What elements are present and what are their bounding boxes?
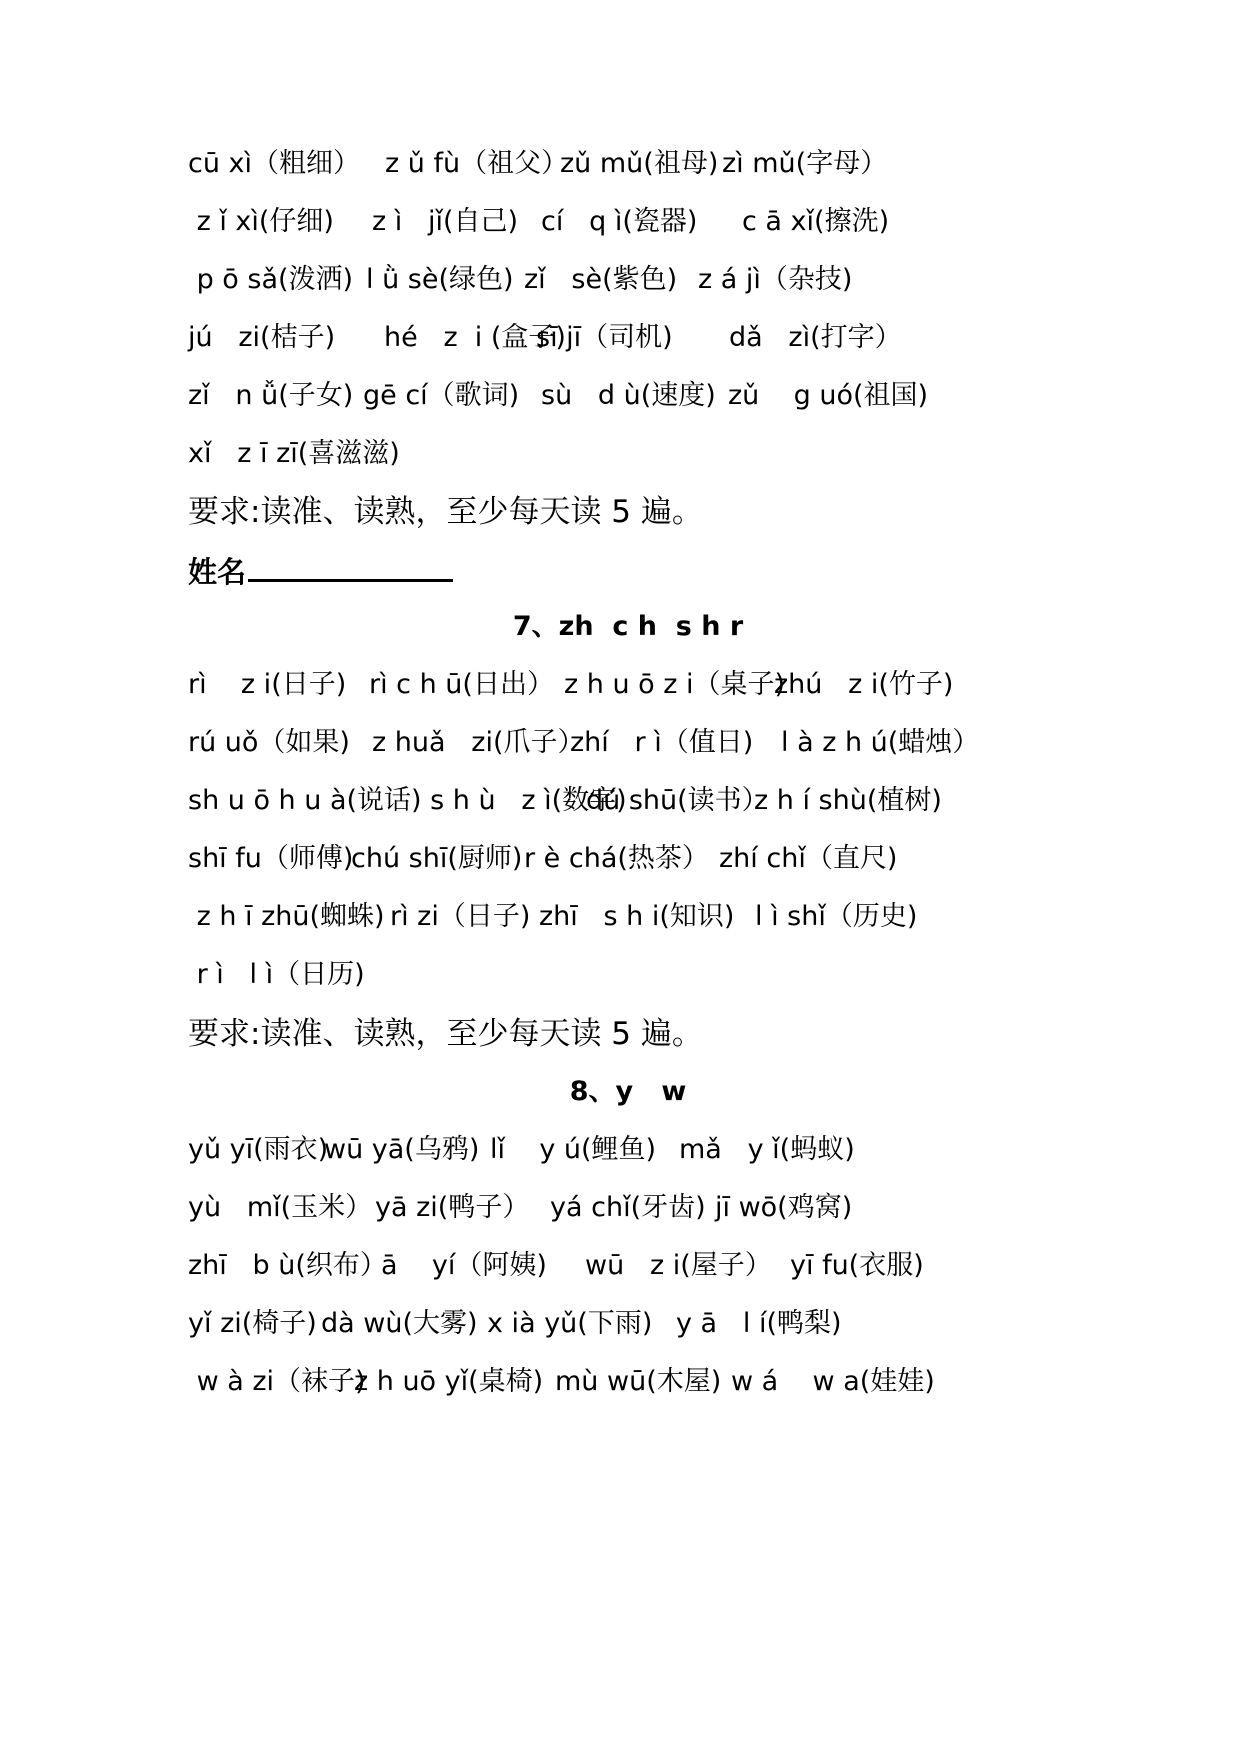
pinyin-word: z ì jǐ(自己)	[372, 206, 519, 237]
name-field	[188, 552, 453, 592]
pinyin-word: zǐ sè(紫色)	[524, 264, 678, 295]
pinyin-word: zǔ g uó(祖国)	[728, 380, 929, 411]
pinyin-word: z ǐ xì(仔细)	[188, 206, 334, 237]
pinyin-word: xǐ z ī zī(喜滋滋)	[188, 438, 400, 469]
pinyin-word: r è chá(热茶）	[524, 843, 709, 874]
pinyin-word: w á w a(娃娃)	[731, 1366, 935, 1397]
pinyin-word: w à zi（袜子)	[188, 1366, 366, 1397]
pinyin-word: yù mǐ(玉米）	[188, 1192, 373, 1223]
pinyin-word: yǐ zi(椅子)	[188, 1308, 317, 1339]
pinyin-word: dú shū(读书）	[586, 785, 769, 816]
pinyin-word: x ià yǔ(下雨)	[487, 1308, 653, 1339]
pinyin-word: zhī b ù(织布）	[188, 1250, 387, 1281]
pinyin-word: dà wù(大雾)	[321, 1308, 478, 1339]
pinyin-word: cí q ì(瓷器)	[541, 206, 698, 237]
pinyin-word: gē cí（歌词)	[363, 380, 520, 411]
pinyin-word: y ā l í(鸭梨)	[676, 1308, 842, 1339]
section-heading: 7、zh c h s h r	[512, 611, 744, 642]
pinyin-word: mǎ y ǐ(蚂蚁)	[679, 1134, 855, 1165]
pinyin-word: lǐ y ú(鲤鱼)	[490, 1134, 657, 1165]
pinyin-word: l à z h ú(蜡烛）	[781, 727, 980, 758]
pinyin-word: wū z i(屋子）	[585, 1250, 772, 1281]
pinyin-word: dǎ zì(打字）	[729, 322, 902, 353]
pinyin-word: z á jì（杂技)	[698, 264, 853, 295]
pinyin-word: z h u ō z i（桌子)	[564, 669, 786, 700]
pinyin-word: sī jī（司机)	[536, 322, 673, 353]
pinyin-word: chú shī(厨师)	[351, 843, 523, 874]
pinyin-word: sh u ō h u à(说话) s h ù z ì(数字)	[188, 785, 627, 816]
pinyin-word: yā zi(鸭子）	[375, 1192, 530, 1223]
pinyin-word: rú uǒ（如果)	[188, 727, 350, 758]
pinyin-word: l ì shǐ（历史)	[755, 901, 918, 932]
pinyin-word: c ā xǐ(擦洗)	[742, 206, 890, 237]
pinyin-word: jú zi(桔子)	[188, 322, 336, 353]
pinyin-word: yǔ yī(雨衣)	[188, 1134, 329, 1165]
pinyin-word: wū yā(乌鸦)	[324, 1134, 480, 1165]
pinyin-word: cū xì（粗细）	[188, 148, 361, 179]
pinyin-word: z huǎ zi(爪子）	[372, 727, 585, 758]
pinyin-word: zǔ mǔ(祖母)	[560, 148, 719, 179]
pinyin-word: zǐ n ǚ(子女)	[188, 380, 354, 411]
pinyin-word: z h í shù(植树)	[754, 785, 942, 816]
pinyin-word: p ō sǎ(泼洒)	[188, 264, 354, 295]
pinyin-word: zì mǔ(字母）	[722, 148, 888, 179]
pinyin-word: rì z i(日子)	[188, 669, 347, 700]
pinyin-word: yá chǐ(牙齿)	[550, 1192, 706, 1223]
pinyin-word: z h uō yǐ(桌椅)	[354, 1366, 544, 1397]
pinyin-word: z ǔ fù（祖父）	[385, 148, 569, 179]
pinyin-word: l ǜ sè(绿色)	[366, 264, 514, 295]
pinyin-word: zhú z i(竹子)	[774, 669, 954, 700]
pinyin-word: jī wō(鸡窝)	[715, 1192, 853, 1223]
pinyin-word: rì zi（日子) zhī s h i(知识)	[390, 901, 735, 932]
requirement-text: 要求:读准、读熟，至少每天读 5 遍。	[188, 494, 703, 530]
pinyin-word: sù d ù(速度)	[541, 380, 716, 411]
pinyin-word: z h ī zhū(蜘蛛)	[188, 901, 385, 932]
pinyin-word: shī fu（师傅)	[188, 843, 354, 874]
pinyin-word: hé z i (盒子)	[384, 322, 566, 353]
pinyin-word: zhí r ì（值日)	[570, 727, 754, 758]
pinyin-word: mù wū(木屋)	[555, 1366, 722, 1397]
pinyin-word: zhí chǐ（直尺)	[719, 843, 898, 874]
section-heading: 8、y w	[569, 1076, 687, 1107]
pinyin-word: yī fu(衣服)	[790, 1250, 924, 1281]
name-label: 姓名	[188, 555, 247, 589]
pinyin-word: rì c h ū(日出）	[369, 669, 554, 700]
requirement-text: 要求:读准、读熟，至少每天读 5 遍。	[188, 1016, 703, 1052]
pinyin-word: ā yí（阿姨)	[381, 1250, 547, 1281]
name-blank-line[interactable]	[248, 553, 453, 582]
pinyin-word: r ì l ì（日历)	[188, 959, 365, 990]
